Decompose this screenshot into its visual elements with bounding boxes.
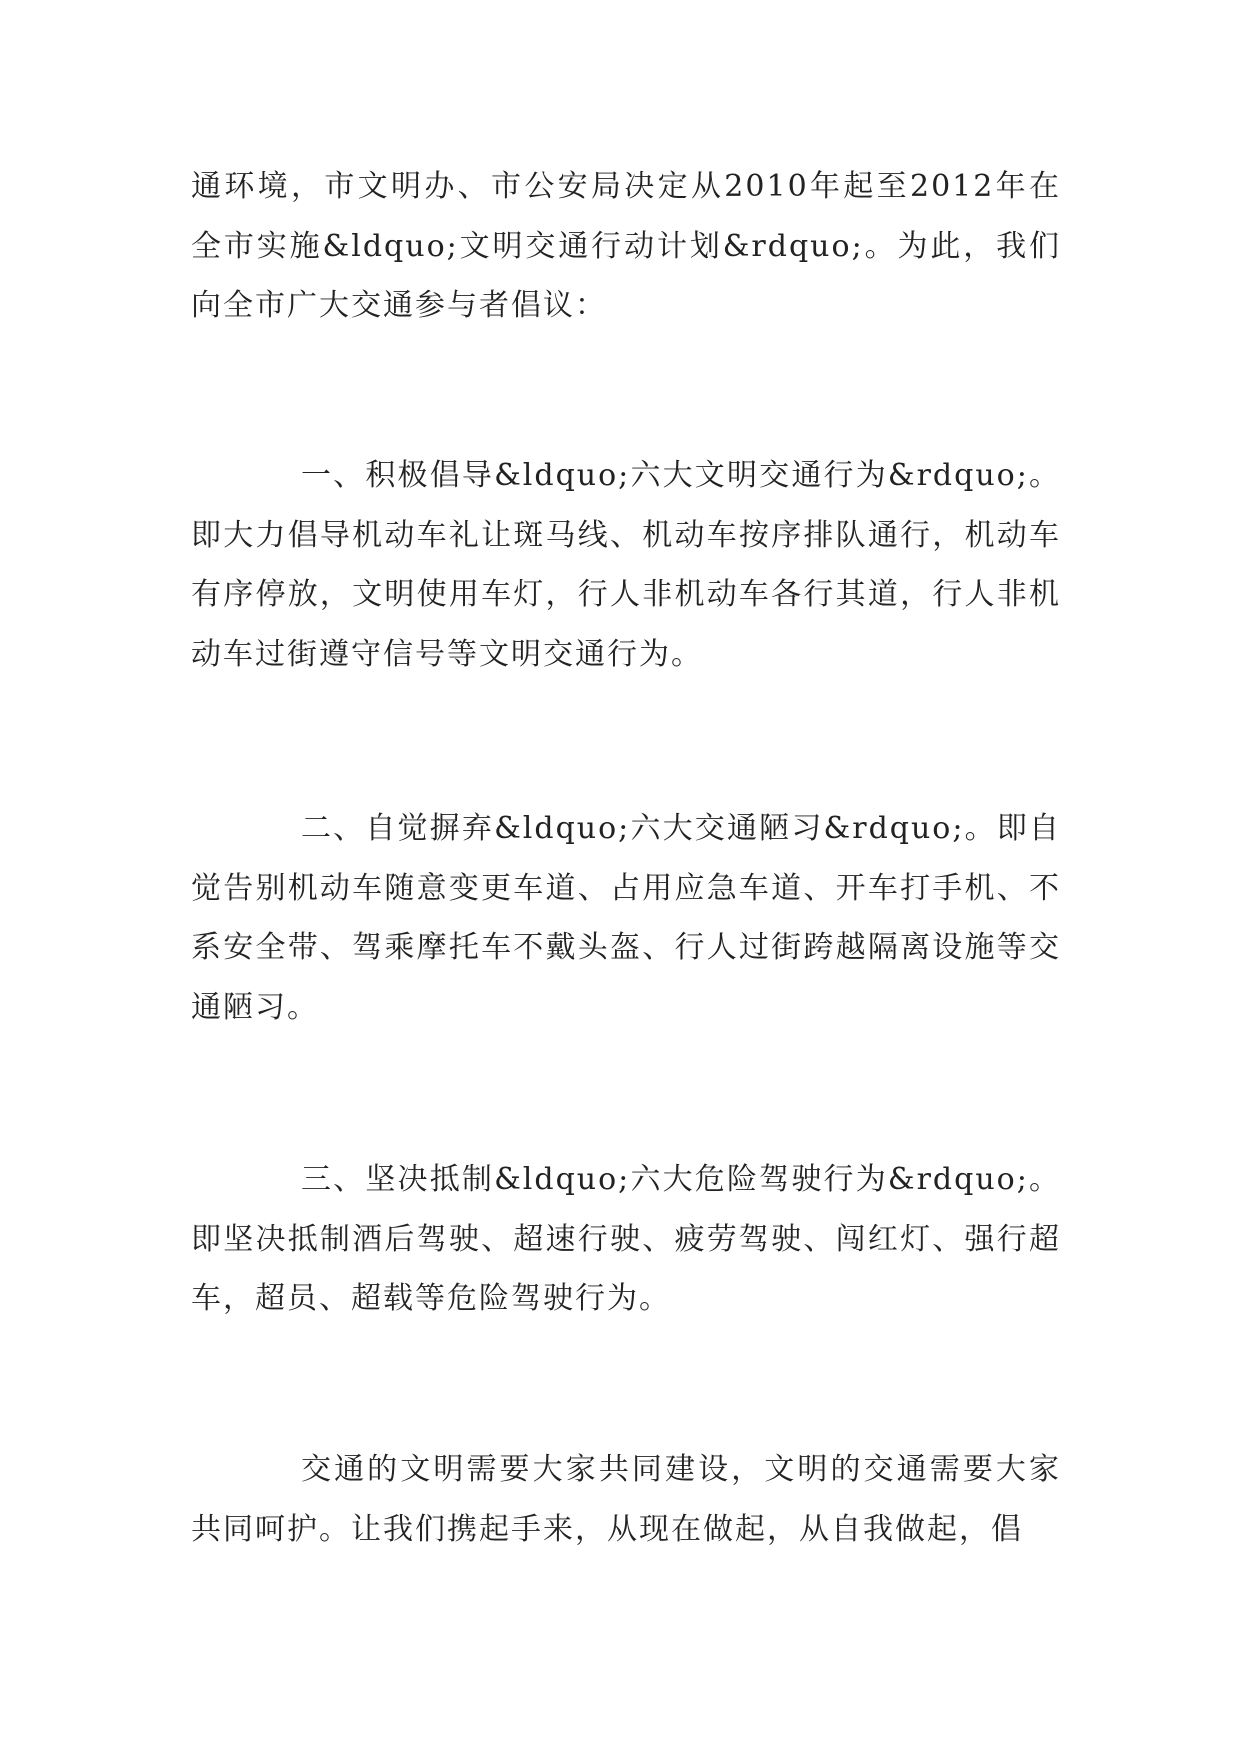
paragraph-item-one: 一、积极倡导&ldquo;六大文明交通行为&rdquo;。即大力倡导机动车礼让斑马线、机动车按序排队通行，机动车有序停放，文明使用车灯，行人非机动车各行其道，行人非机动车过街遵守信号等文明交通行为。 xyxy=(191,458,1061,672)
paragraph-item-two: 二、自觉摒弃&ldquo;六大交通陋习&rdquo;。即自觉告别机动车随意变更车道、占用应急车道、开车打手机、不系安全带、驾乘摩托车不戴头盔、行人过街跨越隔离设施等交通陋习。 xyxy=(191,811,1061,1025)
paragraph-item-three: 三、坚决抵制&ldquo;六大危险驾驶行为&rdquo;。即坚决抵制酒后驾驶、超速行驶、疲劳驾驶、闯红灯、强行超车，超员、超载等危险驾驶行为。 xyxy=(191,1162,1061,1316)
paragraph-intro-continuation: 通环境，市文明办、市公安局决定从2010年起至2012年在全市实施&ldquo;文明交通行动计划&rdquo;。为此，我们向全市广大交通参与者倡议： xyxy=(191,169,1061,323)
paragraph-closing: 交通的文明需要大家共同建设，文明的交通需要大家共同呵护。让我们携起手来，从现在做起，从自我做起，倡 xyxy=(191,1452,1061,1547)
